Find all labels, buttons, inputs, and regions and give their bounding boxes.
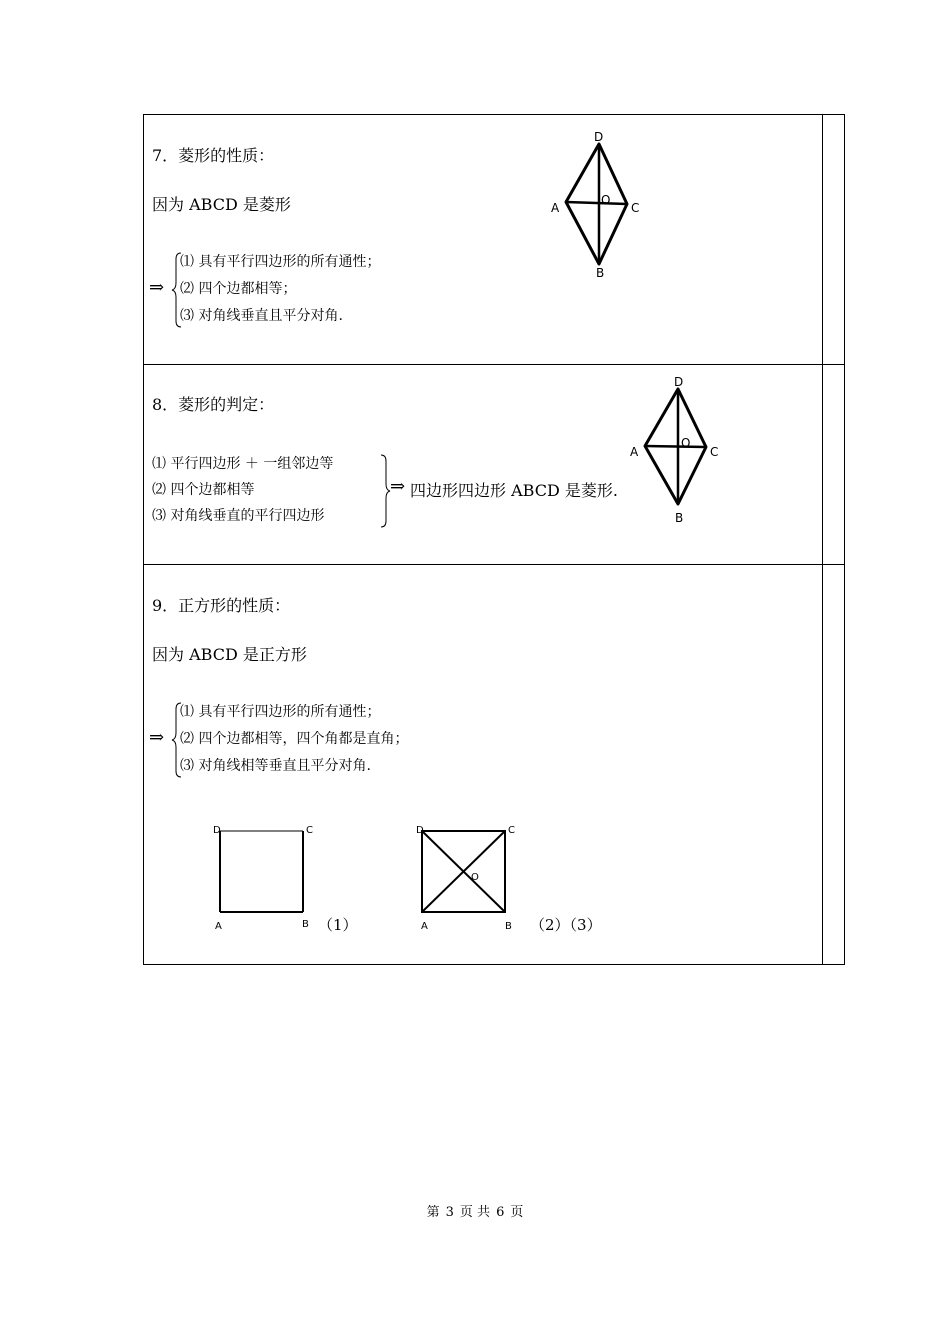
section-7-item-1: ⑴ 具有平行四边形的所有通性； (180, 254, 381, 270)
section-8-item-2: ⑵ 四个边都相等 (152, 482, 255, 498)
label-d: D (674, 375, 684, 389)
section-9-item-3: ⑶ 对角线相等垂直且平分对角. (180, 758, 371, 774)
label-c: C (508, 825, 515, 836)
section-8-item-3: ⑶ 对角线垂直的平行四边形 (152, 508, 325, 524)
table-right-column-line (822, 114, 823, 965)
label-o: O (601, 193, 611, 207)
label-b: B (675, 511, 684, 525)
footer-page-number: 3 (445, 1205, 454, 1220)
label-a: A (551, 201, 560, 215)
rhombus-figure-7 (560, 140, 635, 270)
section-7-item-2: ⑵ 四个边都相等； (180, 281, 297, 297)
label-o: O (471, 872, 479, 883)
implies-arrow: ⇒ (149, 727, 165, 748)
label-d: D (594, 130, 604, 144)
row-divider-2 (143, 564, 845, 565)
implies-arrow: ⇒ (390, 476, 406, 497)
section-9-item-1: ⑴ 具有平行四边形的所有通性； (180, 704, 381, 720)
row-divider-1 (143, 364, 845, 365)
footer-prefix: 第 (426, 1205, 440, 1220)
section-7-title: 7．菱形的性质： (152, 146, 275, 165)
section-9-premise: 因为 ABCD 是正方形 (152, 645, 307, 664)
label-c: C (631, 201, 640, 215)
section-9-item-2: ⑵ 四个边都相等，四个角都是直角； (180, 731, 409, 747)
label-o: O (681, 436, 691, 450)
label-c: C (306, 825, 313, 836)
page-footer (0, 1201, 950, 1220)
label-d: D (213, 825, 221, 836)
label-b: B (302, 919, 309, 930)
rhombus-figure-8 (640, 385, 715, 510)
figure-2-caption: （2）（3） (530, 916, 602, 934)
footer-suffix: 页 (510, 1205, 524, 1220)
label-d: D (416, 825, 424, 836)
label-a: A (630, 445, 639, 459)
footer-middle: 页 共 (459, 1205, 491, 1220)
figure-1-caption: （1） (318, 916, 358, 934)
section-8-item-1: ⑴ 平行四边形 ＋ 一组邻边等 (152, 456, 334, 472)
section-9-title: 9．正方形的性质： (152, 596, 291, 615)
section-8-conclusion: 四边形四边形 ABCD 是菱形. (410, 481, 618, 500)
footer-total-pages: 6 (496, 1205, 505, 1220)
section-7-item-3: ⑶ 对角线垂直且平分对角. (180, 308, 343, 324)
label-a: A (421, 921, 428, 932)
label-b: B (505, 921, 512, 932)
square-figure-2 (417, 827, 512, 917)
label-b: B (596, 266, 605, 280)
section-8-title: 8．菱形的判定： (152, 395, 275, 414)
implies-arrow: ⇒ (149, 277, 165, 298)
label-a: A (215, 921, 222, 932)
square-figure-1 (215, 827, 310, 917)
label-c: C (710, 445, 719, 459)
section-7-premise: 因为 ABCD 是菱形 (152, 195, 291, 214)
